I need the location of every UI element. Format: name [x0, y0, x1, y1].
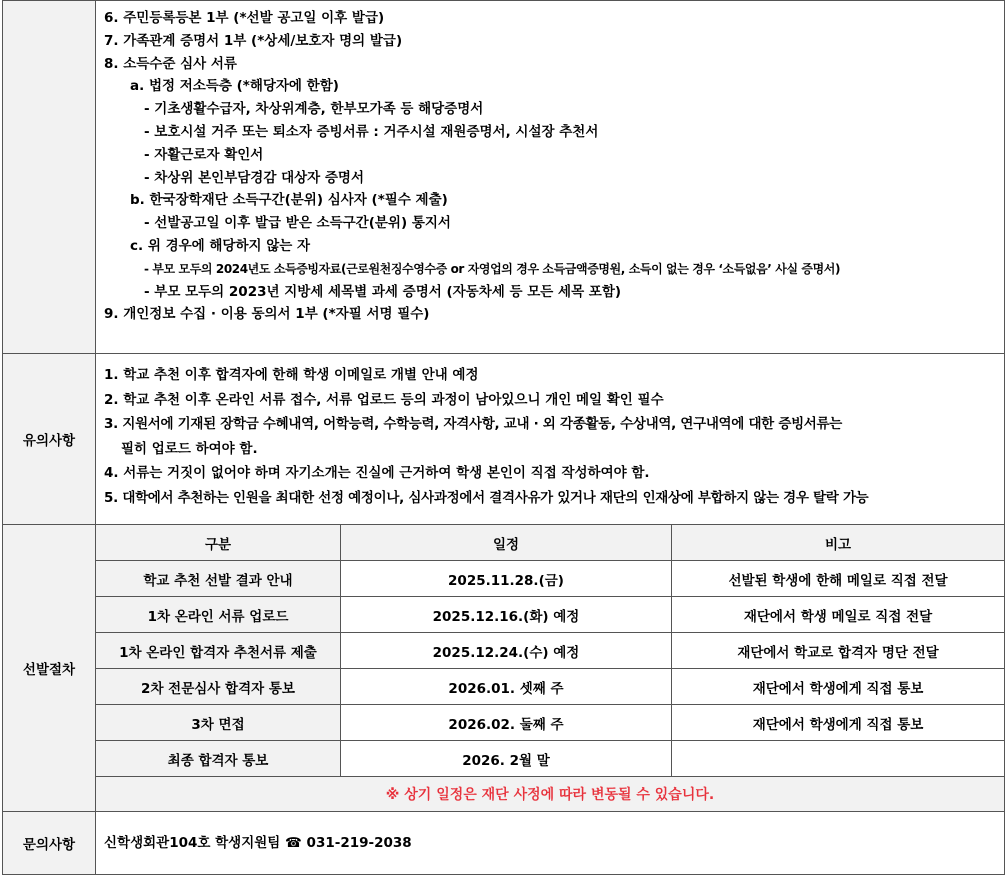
note-item: 4. 서류는 거짓이 없어야 하며 자기소개는 진실에 근거하여 학생 본인이 직접 작성하여야 함. — [104, 465, 650, 481]
document-item: - 자활근로자 확인서 — [144, 146, 264, 163]
note-item: 5. 대학에서 추천하는 인원을 최대한 선정 예정이나, 심사과정에서 결격사유가 있거나 재단의 인재상에 부합하지 않는 경우 탈락 가능 — [104, 489, 869, 506]
schedule-remarks-cell: 재단에서 학생에게 직접 통보 — [672, 669, 1005, 705]
schedule-table — [96, 525, 1004, 811]
schedule-header-row — [96, 525, 1004, 561]
schedule-category-cell: 1차 온라인 합격자 추천서류 제출 — [96, 633, 341, 669]
schedule-row — [96, 705, 1004, 741]
selection-row — [3, 525, 1005, 812]
document-item: 7. 가족관계 증명서 1부 (*상세/보호자 명의 발급) — [104, 32, 403, 49]
document-item: - 부모 모두의 2024년도 소득증빙자료(근로원천징수영수증 or 자영업의 경우 소득금액증명원, 소득이 없는 경우 ‘소득없음’ 사실 증명서) — [144, 261, 841, 276]
document-item: 9. 개인정보 수집 · 이용 동의서 1부 (*자필 서명 필수) — [104, 306, 430, 323]
schedule-remarks-cell — [672, 741, 1005, 777]
schedule-remarks-cell: 재단에서 학교로 합격자 명단 전달 — [672, 633, 1005, 669]
schedule-category-cell: 1차 온라인 서류 업로드 — [96, 597, 341, 633]
document-item: - 부모 모두의 2023년 지방세 세목별 과세 증명서 (자동차세 등 모든 세목 포함) — [144, 283, 622, 300]
schedule-category-cell: 3차 면접 — [96, 705, 341, 741]
schedule-date-cell: 2026.01. 셋째 주 — [341, 669, 672, 705]
schedule-date-cell: 2025.12.16.(화) 예정 — [341, 597, 672, 633]
schedule-notice: ※ 상기 일정은 재단 사정에 따라 변동될 수 있습니다. — [96, 777, 1004, 812]
schedule-row — [96, 633, 1004, 669]
contact-text: 신학생회관104호 학생지원팀 ☎ 031-219-2038 — [104, 835, 412, 851]
notes-row — [3, 354, 1005, 525]
document-item: a. 법정 저소득층 (*해당자에 한함) — [130, 78, 339, 95]
schedule-date-cell: 2025.11.28.(금) — [341, 561, 672, 597]
schedule-remarks-cell: 재단에서 학생 메일로 직접 전달 — [672, 597, 1005, 633]
schedule-date-cell: 2025.12.24.(수) 예정 — [341, 633, 672, 669]
info-table — [2, 0, 1005, 875]
schedule-date-cell: 2026.02. 둘째 주 — [341, 705, 672, 741]
note-item: 3. 지원서에 기재된 장학금 수혜내역, 어학능력, 수학능력, 자격사항, 교내 · 외 각종활동, 수상내역, 연구내역에 대한 증빙서류는 — [104, 416, 843, 432]
document-item: b. 한국장학재단 소득구간(분위) 심사자 (*필수 제출) — [130, 192, 448, 209]
selection-content-cell — [96, 525, 1005, 812]
selection-label: 선발절차 — [3, 525, 96, 812]
documents-label-cell — [3, 1, 96, 354]
schedule-date-cell: 2026. 2월 말 — [341, 741, 672, 777]
schedule-category-cell: 학교 추천 선발 결과 안내 — [96, 561, 341, 597]
notes-list — [96, 354, 1004, 524]
schedule-header-category: 구분 — [96, 525, 341, 561]
schedule-notice-row — [96, 777, 1004, 812]
document-item: - 차상위 본인부담경감 대상자 증명서 — [144, 169, 365, 186]
schedule-row — [96, 741, 1004, 777]
schedule-row — [96, 561, 1004, 597]
schedule-header-date: 일정 — [341, 525, 672, 561]
document-item: - 기초생활수급자, 차상위계층, 한부모가족 등 해당증명서 — [144, 101, 484, 118]
contact-label: 문의사항 — [3, 812, 96, 875]
document-item: - 보호시설 거주 또는 퇴소자 증빙서류 : 거주시설 재원증명서, 시설장 추천서 — [144, 123, 599, 140]
documents-list — [96, 1, 1004, 353]
contact-content-cell — [96, 812, 1005, 875]
contact-row — [3, 812, 1005, 875]
document-item: 6. 주민등록등본 1부 (*선발 공고일 이후 발급) — [104, 10, 385, 26]
schedule-remarks-cell: 재단에서 학생에게 직접 통보 — [672, 705, 1005, 741]
documents-content-cell — [96, 1, 1005, 354]
document-item: c. 위 경우에 해당하지 않는 자 — [130, 237, 311, 254]
document-item: 8. 소득수준 심사 서류 — [104, 55, 237, 72]
notes-label: 유의사항 — [3, 354, 96, 525]
note-item: 2. 학교 추천 이후 온라인 서류 접수, 서류 업로드 등의 과정이 남아있으니 개인 메일 확인 필수 — [104, 391, 664, 408]
schedule-category-cell: 2차 전문심사 합격자 통보 — [96, 669, 341, 705]
note-item: 1. 학교 추천 이후 합격자에 한해 학생 이메일로 개별 안내 예정 — [104, 367, 479, 383]
schedule-row — [96, 669, 1004, 705]
note-item: 필히 업로드 하여야 함. — [121, 440, 258, 457]
document-item: - 선발공고일 이후 발급 받은 소득구간(분위) 통지서 — [144, 215, 451, 232]
notes-content-cell — [96, 354, 1005, 525]
documents-row — [3, 1, 1005, 354]
schedule-category-cell: 최종 합격자 통보 — [96, 741, 341, 777]
schedule-row — [96, 597, 1004, 633]
schedule-remarks-cell: 선발된 학생에 한해 메일로 직접 전달 — [672, 561, 1005, 597]
schedule-header-remarks: 비고 — [672, 525, 1005, 561]
